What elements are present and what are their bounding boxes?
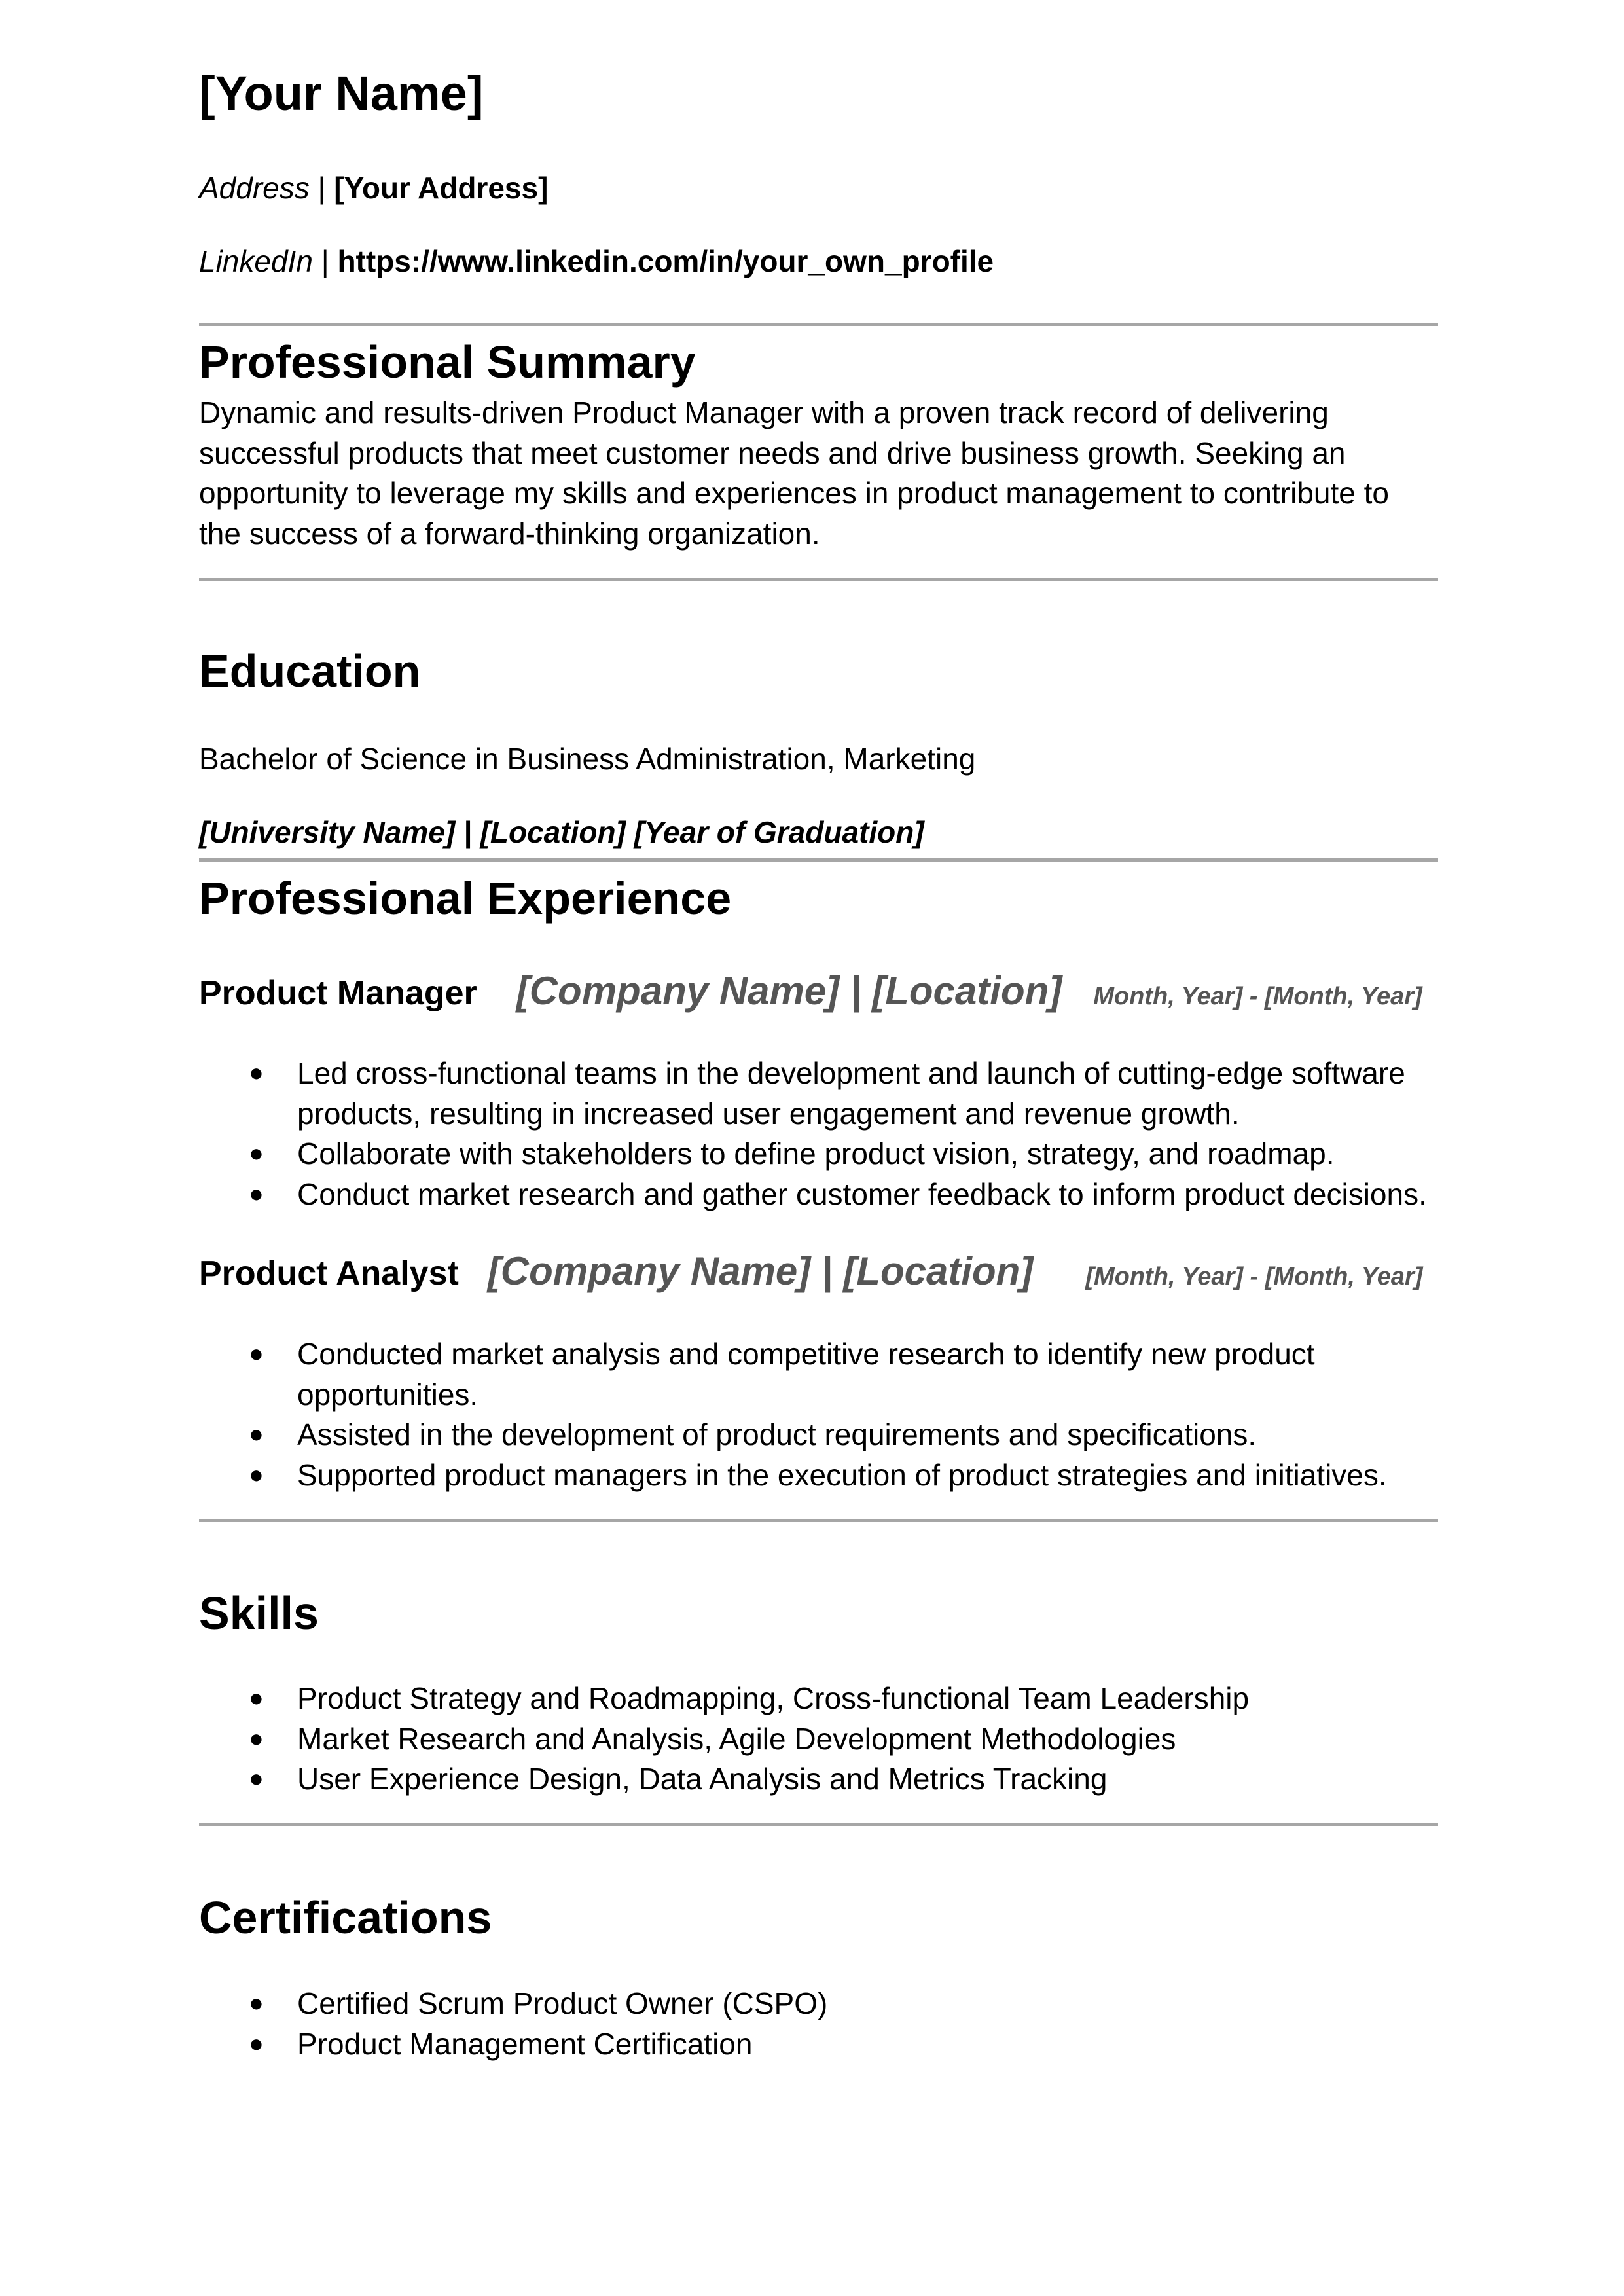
divider-experience	[199, 1519, 1438, 1522]
address-value: [Your Address]	[334, 171, 549, 205]
job-2-title: Product Analyst	[199, 1254, 459, 1292]
divider-summary	[199, 578, 1438, 581]
job-2-dates: [Month, Year] - [Month, Year]	[1085, 1263, 1423, 1290]
linkedin-label: LinkedIn	[199, 244, 313, 278]
bullet-dot: ●	[249, 1180, 264, 1208]
divider-skills	[199, 1823, 1438, 1826]
summary-heading: Professional Summary	[199, 337, 696, 388]
list-item: ● Product Management Certification	[199, 2024, 1436, 2065]
candidate-name: [Your Name]	[199, 66, 484, 120]
list-item: ● Conduct market research and gather customer feedback to inform product decisions.	[199, 1175, 1436, 1215]
skills-list	[199, 1679, 1436, 1800]
bullet-dot: ●	[249, 2030, 264, 2058]
bullet-dot: ●	[249, 1461, 264, 1489]
job-1-title: Product Manager	[199, 974, 477, 1012]
list-item: ● Product Strategy and Roadmapping, Cross-functional Team Leadership	[199, 1679, 1436, 1719]
bullet-dot: ●	[249, 1421, 264, 1448]
list-item: ● Collaborate with stakeholders to define product vision, strategy, and roadmap.	[199, 1134, 1436, 1175]
list-item: ● User Experience Design, Data Analysis and Metrics Tracking	[199, 1759, 1436, 1800]
list-item: ● Led cross-functional teams in the development and launch of cutting-edge software products, resulting in increased user engagement and revenue growth.	[199, 1053, 1436, 1134]
bullet-dot: ●	[249, 1685, 264, 1712]
job-2-header	[199, 1249, 1423, 1293]
bullet-dot: ●	[249, 1724, 264, 1753]
job-2-company: [Company Name] | [Location]	[487, 1249, 1034, 1293]
divider-header	[199, 323, 1438, 326]
list-item: ● Conducted market analysis and competitive research to identify new product opportunities.	[199, 1334, 1436, 1415]
job-2-bullets	[199, 1334, 1436, 1495]
divider-education	[199, 858, 1438, 862]
education-heading: Education	[199, 646, 421, 697]
job-1-company: [Company Name] | [Location]	[516, 969, 1062, 1013]
list-item: ● Supported product managers in the execution of product strategies and initiatives.	[199, 1455, 1436, 1496]
education-university-line: [University Name] | [Location] [Year of Graduation]	[199, 815, 924, 849]
certifications-list	[199, 1984, 1436, 2064]
list-item: ● Assisted in the development of product requirements and specifications.	[199, 1415, 1436, 1455]
linkedin-line	[199, 246, 994, 276]
education-degree: Bachelor of Science in Business Administration, Marketing	[199, 742, 976, 776]
address-separator: |	[309, 171, 334, 205]
job-1-header	[199, 969, 1422, 1013]
job-1-dates: Month, Year] - [Month, Year]	[1093, 983, 1422, 1010]
bullet-dot: ●	[249, 1059, 264, 1087]
list-item: ● Market Research and Analysis, Agile Development Methodologies	[199, 1719, 1436, 1760]
bullet-dot: ●	[249, 1140, 264, 1167]
linkedin-url[interactable]: https://www.linkedin.com/in/your_own_profile	[337, 244, 994, 278]
bullet-dot: ●	[249, 1340, 264, 1368]
bullet-dot: ●	[249, 1765, 264, 1793]
job-1-bullets	[199, 1053, 1436, 1214]
linkedin-separator: |	[312, 244, 338, 278]
list-item: ● Certified Scrum Product Owner (CSPO)	[199, 1984, 1436, 2024]
summary-text: Dynamic and results-driven Product Manager with a proven track record of delivering successful products that meet customer needs and drive business growth. Seeking an opportunity to leverage my skills and experiences in product management to contribute to the success of a forward-thinking organization.	[199, 395, 1390, 551]
skills-heading: Skills	[199, 1588, 319, 1639]
certifications-heading: Certifications	[199, 1892, 492, 1943]
bullet-dot: ●	[249, 1990, 264, 2017]
address-label: Address	[199, 171, 310, 205]
experience-heading: Professional Experience	[199, 873, 732, 924]
address-line	[199, 173, 548, 203]
